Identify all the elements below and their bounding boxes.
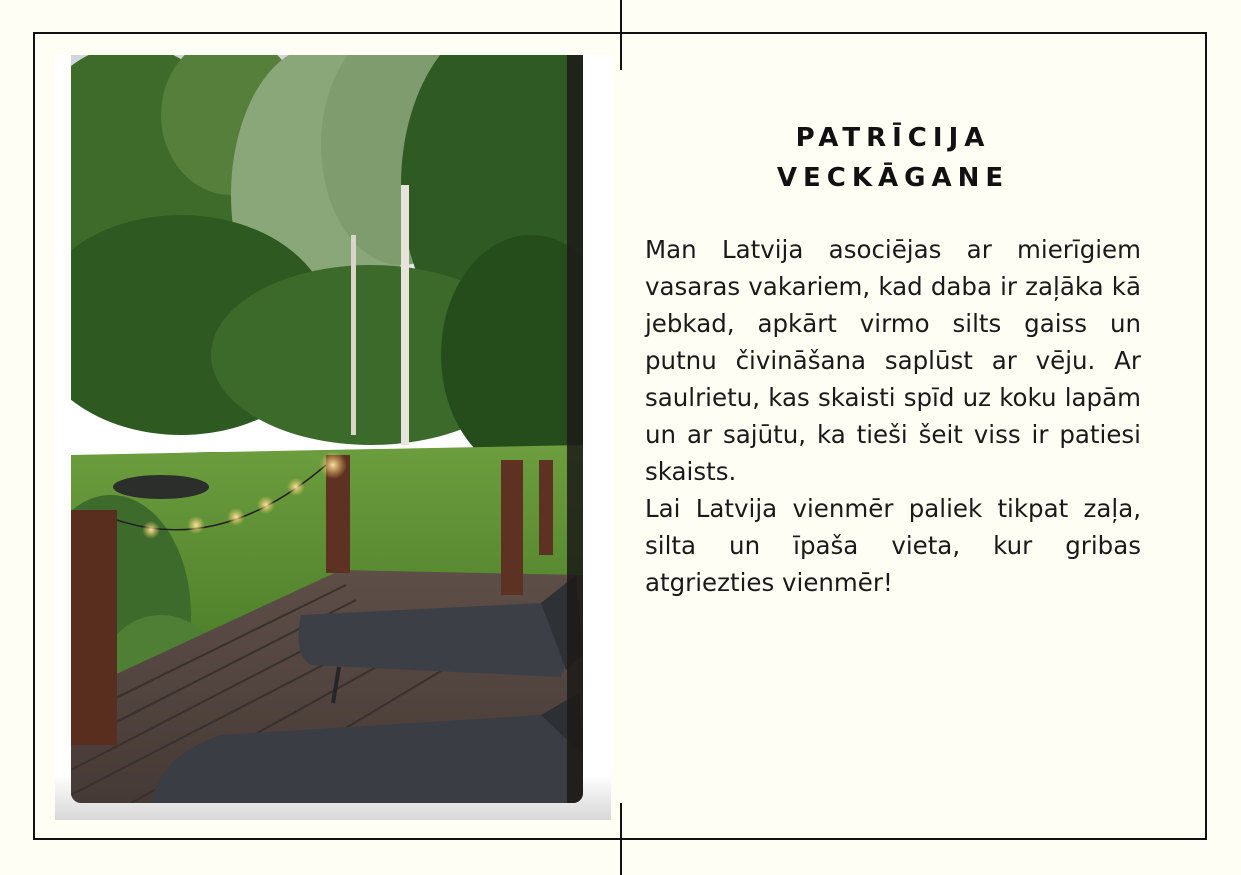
person-name xyxy=(645,118,1141,198)
photo-card xyxy=(55,55,611,820)
name-line-1: PATRĪCIJA xyxy=(795,123,991,153)
paragraph-1: Man Latvija asociējas ar mierīgiem vasaras vakariem, kad daba ir zaļāka kā jebkad, apkārt virmo silts gaiss un putnu čivināšana saplūst ar vēju. Ar saulrietu, kas skaisti spīd uz koku lapām un ar sajūtu, ka tieši šeit viss ir patiesi skaists. xyxy=(645,235,1141,486)
divider-bottom xyxy=(620,803,622,875)
paragraph-2: Lai Latvija vienmēr paliek tikpat zaļa, silta un īpaša vieta, kur gribas atgriezties vienmēr! xyxy=(645,494,1141,597)
garden-terrace-photo xyxy=(71,55,583,803)
name-line-2: VECKĀGANE xyxy=(776,163,1010,193)
divider-top xyxy=(620,0,622,70)
text-panel xyxy=(645,118,1141,601)
